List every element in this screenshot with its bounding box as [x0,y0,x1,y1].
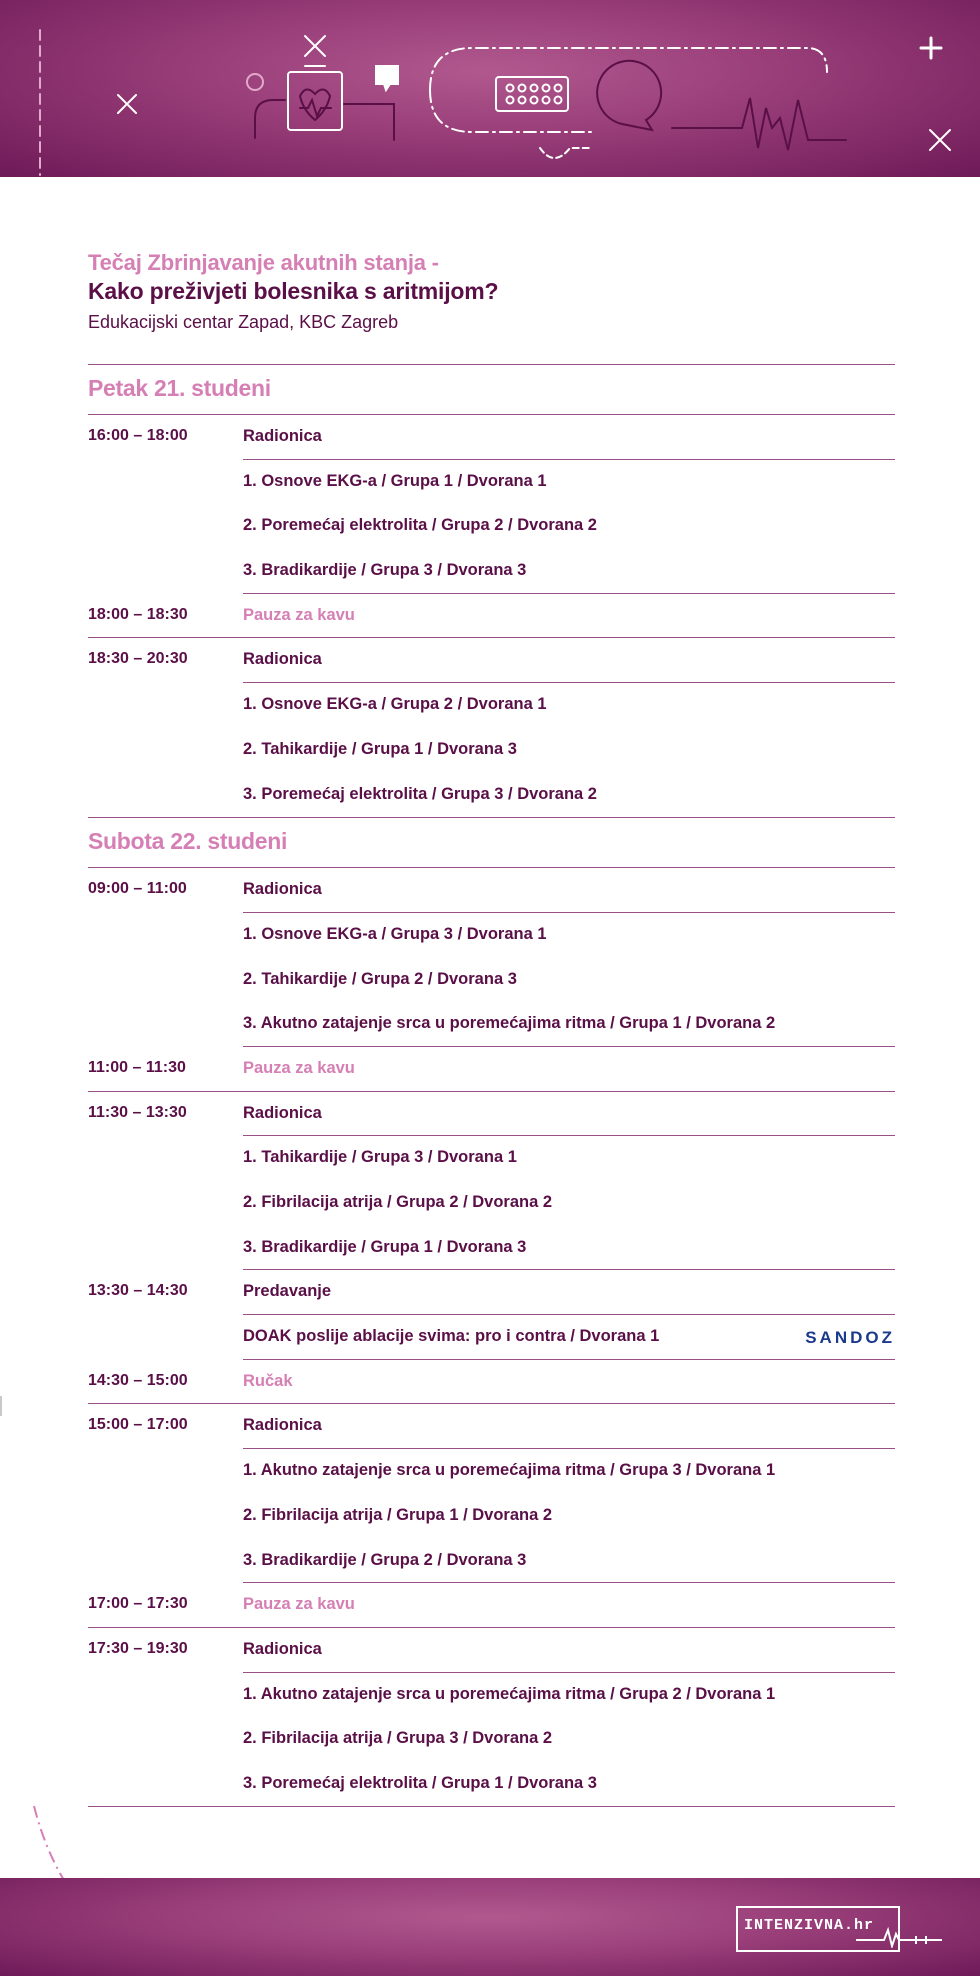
time-slot: 16:00 – 18:00 [88,427,188,444]
schedule-row [88,1583,895,1628]
activity: 3. Akutno zatajenje srca u poremećajima ritma / Grupa 1 / Dvorana 2 [243,1002,895,1047]
activity: Ručak [243,1371,293,1390]
schedule-row [88,1494,895,1539]
activity: 1. Akutno zatajenje srca u poremećajima ritma / Grupa 3 / Dvorana 1 [243,1461,776,1480]
activity: Radionica [243,1628,895,1673]
activity: Pauza za kavu [243,1058,355,1077]
activity: 2. Tahikardije / Grupa 1 / Dvorana 3 [243,739,517,758]
edge-mark [0,1396,2,1416]
cross-icon [305,36,325,56]
activity: Radionica [243,1404,895,1449]
schedule-row [88,1002,895,1047]
plus-icon [921,38,941,58]
activity: 1. Osnove EKG-a / Grupa 3 / Dvorana 1 [243,924,547,943]
activity: Pauza za kavu [243,605,355,624]
activity: Radionica [243,638,895,683]
schedule-row [88,1136,895,1181]
course-title: Tečaj Zbrinjavanje akutnih stanja - [88,250,439,275]
time-slot: 18:30 – 20:30 [88,650,188,668]
time-slot: 09:00 – 11:00 [88,880,187,898]
circle-icon [247,74,263,90]
schedule-row [88,913,895,958]
course-subtitle: Kako preživjeti bolesnika s aritmijom? [88,278,499,304]
activity: 3. Poremećaj elektrolita / Grupa 1 / Dvorana 3 [243,1773,597,1792]
schedule-row [88,1762,895,1807]
activity: 2. Poremećaj elektrolita / Grupa 2 / Dvorana 2 [243,516,597,535]
activity: 1. Tahikardije / Grupa 3 / Dvorana 1 [243,1148,517,1167]
schedule-row [88,415,895,460]
time-slot: 17:30 – 19:30 [88,1639,188,1657]
schedule-row [88,1673,895,1718]
schedule-row [88,1315,895,1360]
activity: 2. Tahikardije / Grupa 2 / Dvorana 3 [243,969,517,988]
chat-bubble-icon [376,66,398,90]
schedule-row [88,1539,895,1584]
activity: 3. Bradikardije / Grupa 3 / Dvorana 3 [243,549,895,594]
schedule-row [88,1047,895,1092]
day-heading: Petak 21. studeni [88,364,895,415]
brand-text: INTENZIVNA.hr [744,1917,875,1934]
schedule-row [88,683,895,728]
activity: Predavanje [243,1270,895,1315]
schedule-row [88,1270,895,1315]
cross-icon [930,130,950,150]
activity: 1. Osnove EKG-a / Grupa 2 / Dvorana 1 [243,695,547,714]
schedule-row [88,728,895,773]
activity: 2. Fibrilacija atrija / Grupa 3 / Dvorana 2 [243,1729,553,1748]
activity: 2. Fibrilacija atrija / Grupa 2 / Dvorana 2 [243,1193,553,1211]
schedule-row [88,504,895,549]
activity: 1. Osnove EKG-a / Grupa 1 / Dvorana 1 [243,471,547,490]
footer-banner [0,1878,980,1976]
activity: 3. Bradikardije / Grupa 2 / Dvorana 3 [243,1539,895,1584]
schedule-row [88,1092,895,1137]
schedule-row [88,1717,895,1762]
time-slot: 15:00 – 17:00 [88,1416,188,1434]
day-heading: Subota 22. studeni [88,817,895,868]
heart-monitor-icon [288,66,342,130]
schedule-row [88,1226,895,1271]
schedule-row [88,638,895,683]
schedule-row [88,549,895,594]
schedule-row [88,1449,895,1494]
activity: DOAK poslije ablacije svima: pro i contra / Dvorana 1 [243,1315,895,1360]
time-slot: 17:00 – 17:30 [88,1595,188,1613]
schedule-row [88,1404,895,1449]
activity: Radionica [243,1092,895,1137]
schedule-row [88,958,895,1003]
activity: Pauza za kavu [243,1595,355,1614]
activity: 3. Bradikardije / Grupa 1 / Dvorana 3 [243,1226,895,1271]
speech-bubble-icon [597,61,661,130]
schedule-row [88,773,895,818]
schedule-row [88,868,895,913]
activity: Radionica [243,415,895,460]
time-slot: 11:30 – 13:30 [88,1103,187,1121]
header-banner [0,0,980,177]
activity: 1. Akutno zatajenje srca u poremećajima ritma / Grupa 2 / Dvorana 1 [243,1684,776,1703]
header-illustration [0,0,980,177]
time-slot: 14:30 – 15:00 [88,1371,188,1389]
activity: 3. Poremećaj elektrolita / Grupa 3 / Dvorana 2 [243,784,597,803]
activity: 2. Fibrilacija atrija / Grupa 1 / Dvorana 2 [243,1505,553,1524]
time-slot: 18:00 – 18:30 [88,605,188,623]
venue: Edukacijski centar Zapad, KBC Zagreb [88,312,399,332]
schedule-row [88,1628,895,1673]
schedule-row [88,460,895,505]
ecg-line-icon [672,98,846,150]
schedule [88,364,895,1807]
time-slot: 13:30 – 14:30 [88,1282,188,1300]
schedule-row [88,594,895,639]
sponsor-logo: SANDOZ [805,1328,895,1348]
time-slot: 11:00 – 11:30 [88,1058,186,1076]
schedule-row [88,1181,895,1226]
pill-pack-icon [496,77,568,111]
schedule-row [88,1360,895,1405]
activity: Radionica [243,868,895,913]
pulse-icon [856,1918,942,1948]
cross-icon [118,95,136,113]
